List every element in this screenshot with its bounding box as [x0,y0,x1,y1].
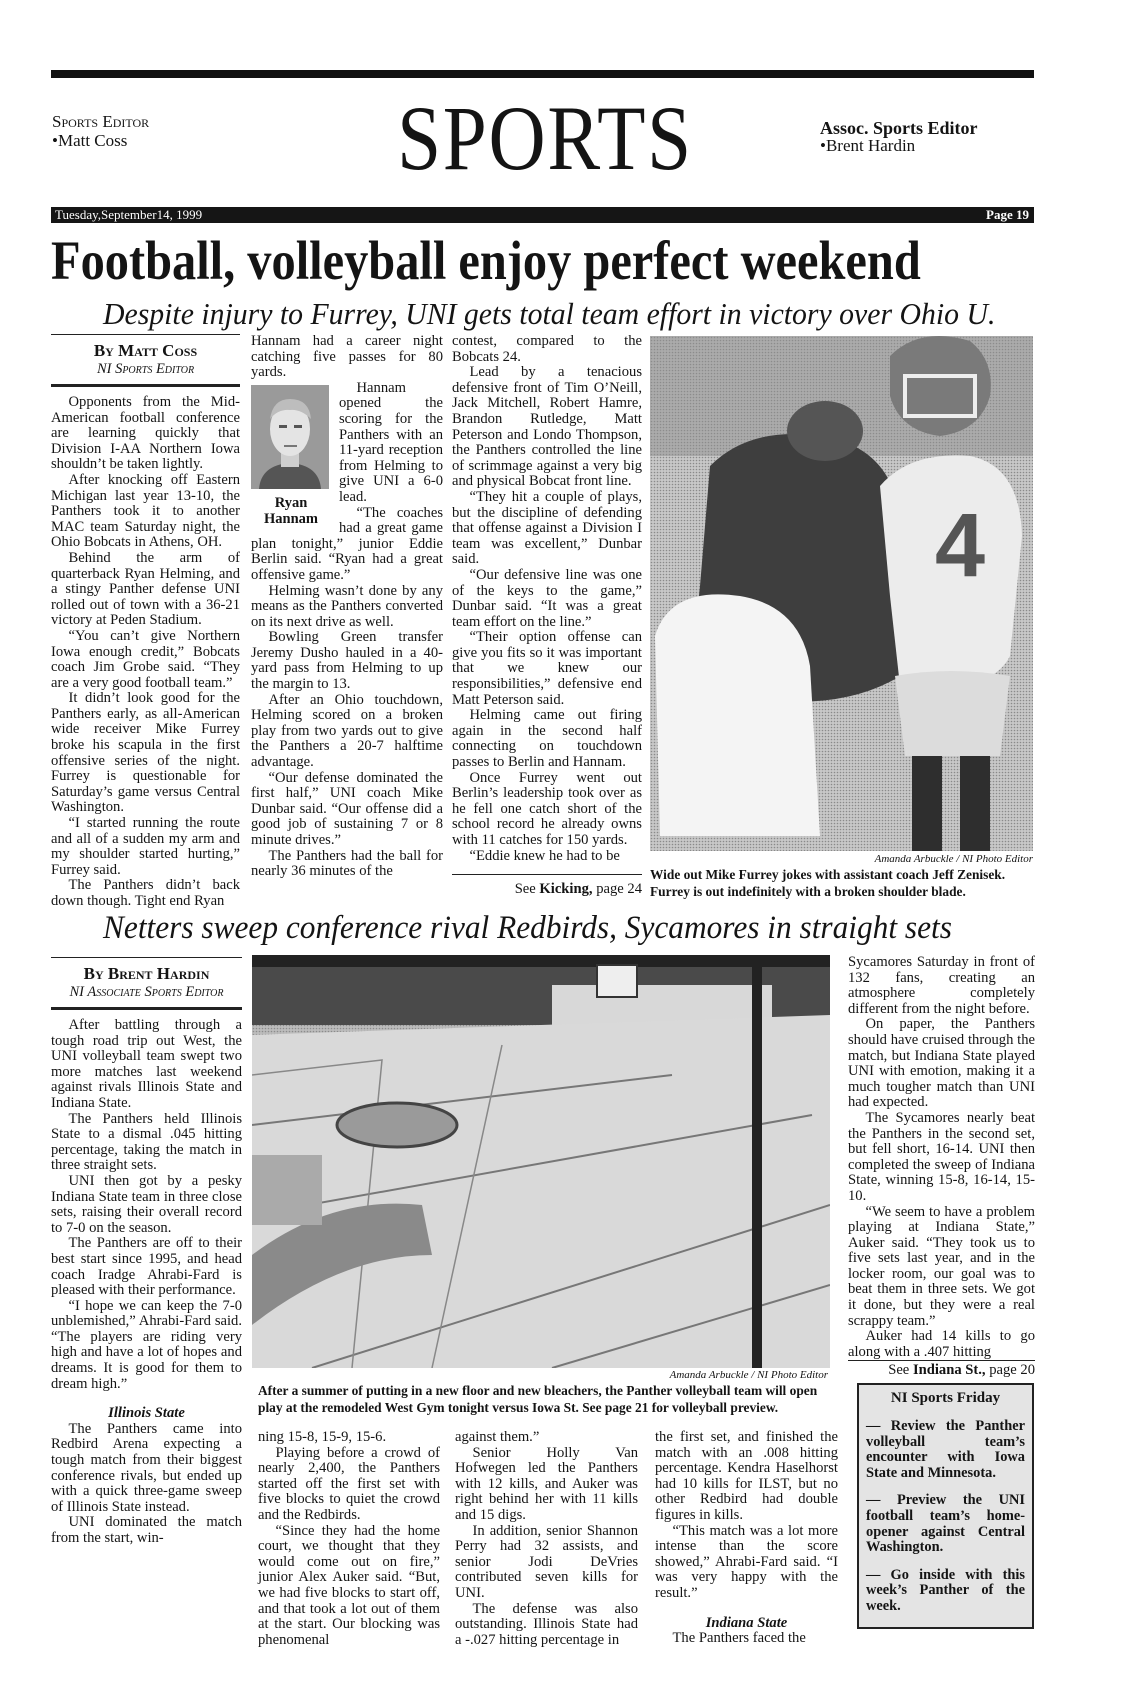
article-paragraph: “Our defense dominated the first half,” UNI coach Mike Dunbar said. “Our offense did a good job of sustaining 7 or 8 minute drives.” [251,769,443,848]
article-paragraph: Playing before a crowd of nearly 2,400, the Panthers started off the first set with five blocks to quiet the crowd and the Redbirds. [258,1444,440,1523]
article-paragraph: “Their option offense can give you fits so it was important that we knew our responsibilities,” defensive end Matt Peterson said. [452,629,642,708]
headshot-photo [251,385,329,489]
article-paragraph: the first set, and finished the match with an .008 hitting percentage. Kendra Haselhorst had 10 kills for ILST, but no other Redbird had double figures in kills. [655,1429,838,1523]
jump-page: page 20 [985,1362,1035,1379]
article-paragraph: “You can’t give Northern Iowa enough credit,” Bobcats coach Jim Grobe said. “They are a very good football team.” [51,627,240,691]
football-photo [650,336,1033,851]
article-paragraph: ning 15-8, 15-9, 15-6. [258,1429,387,1445]
article-paragraph: The Panthers had the ball for nearly 36 minutes of the [251,847,443,880]
article-paragraph: Lead by a tenacious defensive front of Tim O’Neill, Jack Mitchell, Robert Hamre, Brandon Rutledge, Matt Peterson and Londo Thompson, the Panthers controlled the line of scrimmage against a very big and physical Bobcat front line. [452,364,642,490]
sidebar-item: — Review the Panther volleyball team’s encounter with Iowa State and Minnesota. [866,1418,1025,1481]
mugshot-first-name: Ryan [274,494,308,511]
sidebar-item: — Preview the UNI football team’s home-opener against Central Washington. [866,1492,1025,1556]
article-paragraph: Bowling Green transfer Jeremy Dusho hauled in a 40-yard pass from Helming to up the margin to 13. [251,629,443,693]
article-paragraph: It didn’t look good for the Panthers early, as all-American wide receiver Mike Furrey broke his scapula in the first offensive series of the night. Furrey is questionable for Saturday’s game versus Central Washington. [51,690,240,816]
jump-page: page 24 [592,881,642,898]
article-paragraph: In addition, senior Shannon Perry had 32 assists, and senior Jodi DeVries contributed seven kills for UNI. [455,1522,638,1601]
assoc-editor-name: •Brent Hardin [820,136,916,155]
ni-sports-friday-box [857,1383,1034,1628]
article-paragraph: Hannam had a career night catching five passes for 80 yards. [251,333,443,381]
section-subhead: Indiana State [705,1614,788,1631]
article-paragraph: “I started running the route and all of a sudden my arm and my shoulder started hurting,” Furrey said. [51,815,240,878]
volleyball-jump-line[interactable] [848,1361,1035,1379]
article-paragraph: “I hope we can keep the 7-0 unblemished,” Ahrabi-Fard said. “The players are riding very high and have a lot of hopes and dreams. It is good for them to dream high.” [51,1297,242,1392]
jump-story-name: Indiana St., [912,1362,986,1379]
jump-prefix: See [888,1362,913,1379]
date-bar [51,207,1034,223]
article-paragraph: After an Ohio touchdown, Helming scored on a broken play from two yards out to give the Panthers a 20-7 halftime advantage. [251,691,443,771]
assoc-editor-credit [820,120,978,154]
mugshot-ryan-hannam [251,385,331,527]
article-paragraph: “We seem to have a problem playing at Indiana State,” Auker said. “They took us to five sets last year, and in the locker room, our goal was to beat them in three sets. We got it done, but they were a real scrappy team.” [848,1203,1035,1329]
article-paragraph: After battling through a tough road trip out West, the UNI volleyball team swept two more matches last weekend against rivals Illinois State and Indiana State. [51,1017,242,1111]
mugshot-last-name: Hannam [264,510,318,527]
article-paragraph: The Panthers came into Redbird Arena expecting a tough match from their biggest conference rivals, but ended up with a quick three-game sweep of Illinois State instead. [51,1420,242,1515]
jump-story-name: Kicking, [539,881,593,898]
football-subhead: Despite injury to Furrey, UNI gets total team effort in victory over Ohio U. [103,296,996,331]
article-paragraph: The Panthers held Illinois State to a dismal .045 hitting percentage, taking the match in three straight sets. [51,1110,242,1174]
byline-title: NI Sports Editor [96,361,195,377]
article-paragraph: On paper, the Panthers should have cruised through the match, but Indiana State played UNI with emotion, making it a much tougher match than UNI had expected. [848,1016,1035,1111]
article-paragraph: Behind the arm of quarterback Ryan Helming, and a stingy Panther defense UNI rolled out of town with a 36-21 victory at Peden Stadium. [51,549,240,629]
byline-name: By Brent Hardin [83,964,210,983]
top-rule [51,70,1034,78]
football-photo-caption: Wide out Mike Furrey jokes with assistant coach Jeff Zenisek. Furrey is out indefinitely with a broken shoulder blade. [650,867,1006,899]
volleyball-gym-photo [252,955,830,1368]
article-paragraph: The Panthers are off to their best start since 1995, and head coach Iradge Ahrabi-Fard is pleased with their performance. [51,1235,242,1299]
volleyball-photo-credit: Amanda Arbuckle / NI Photo Editor [669,1369,828,1381]
football-photo-credit: Amanda Arbuckle / NI Photo Editor [874,853,1033,865]
article-paragraph: UNI dominated the match from the start, win- [51,1514,242,1546]
article-paragraph: The Sycamores nearly beat the Panthers in the second set, but fell short, 16-14. UNI then completed the sweep of Indiana State, winning 15-8, 16-14, 15-10. [848,1109,1035,1204]
volleyball-headline: Netters sweep conference rival Redbirds, Sycamores in straight sets [103,910,952,946]
sports-editor-label: Sports Editor [52,112,150,131]
sports-editor-credit [52,112,149,150]
football-column-1 [51,334,240,910]
volleyball-column-3 [455,1430,638,1648]
article-paragraph: “Our defensive line was one of the keys to the game,” Dunbar said. “It was a great team effort on the line.” [452,566,642,630]
mugshot-name [251,495,331,527]
article-paragraph: “Eddie knew he had to be [469,847,620,864]
article-paragraph: “They hit a couple of plays, but the discipline of defending that offense against a Division I team was excellent,” Dunbar said. [452,488,642,568]
jersey-number: 4 [935,496,986,596]
article-paragraph: Helming wasn’t done by any means as the Panthers converted on its next drive as well. [251,582,443,630]
section-subhead: Illinois State [108,1405,185,1422]
article-paragraph: Hannam opened the scoring for the Panthers with an 11-yard reception from Helming to give UNI a 6-0 lead. [339,379,443,505]
article-paragraph: The Panthers faced the [672,1630,806,1647]
assoc-editor-label: Assoc. Sports Editor [820,118,978,138]
article-paragraph: Sycamores Saturday in front of 132 fans, creating an atmosphere completely different from the night before. [848,954,1035,1017]
article-paragraph: The defense was also outstanding. Illinois State had a -.027 hitting percentage in [455,1600,638,1648]
article-paragraph: UNI then got by a pesky Indiana State team in three close sets, raising their overall record to 7-0 on the season. [51,1172,242,1236]
article-paragraph: The Panthers didn’t back down though. Tight end Ryan [51,877,240,909]
volleyball-column-5 [848,955,1035,1629]
page-number: Page 19 [986,207,1029,222]
article-paragraph: Helming came out firing again in the second half connecting on touchdown passes to Berlin and Hannam. [452,707,642,771]
column-end-rule [848,955,1035,1361]
issue-date: Tuesday,September14, 1999 [55,207,203,222]
football-column-2 [251,334,443,880]
football-column-3 [452,334,642,898]
page-headline: Football, volleyball enjoy perfect weekend [51,230,921,291]
section-title: SPORTS [397,87,693,189]
article-paragraph: Opponents from the Mid-American football conference are learning quickly that Division I-AA Northern Iowa shouldn’t be taken lightly. [51,394,240,473]
article-paragraph: “This match was a lot more intense than the score showed,” Ahrabi-Fard said. “I was very happy with the result.” [655,1522,838,1601]
volleyball-column-1 [51,957,242,1547]
volleyball-byline [51,957,242,1010]
volleyball-photo-caption: After a summer of putting in a new floor and new bleachers, the Panther volleyball team will open play at the remodeled West Gym tonight versus Iowa St. See page 21 for volleyball preview. [258,1383,818,1415]
article-paragraph: “The coaches had a great game plan tonight,” junior Eddie Berlin said. “Ryan had a great offensive game.” [251,504,443,583]
article-paragraph: “Since they had the home court, we thought that they would come out on fire,” junior Alex Auker said. “But, we had five blocks to start off, and that took a lot out of them at the start. Our blocking was phenomenal [258,1522,440,1648]
article-paragraph: contest, compared to the Bobcats 24. [452,333,642,365]
article-paragraph: Auker had 14 kills to go along with a .407 hitting [848,1328,1035,1360]
sidebar-title: NI Sports Friday [890,1390,1001,1407]
article-paragraph: After knocking off Eastern Michigan last year 13-10, the Panthers took it to another MAC team Saturday night, the Ohio Bobcats in Athens, OH. [51,471,240,551]
article-paragraph: against them.” [455,1429,540,1445]
article-paragraph: Senior Holly Van Hofwegen led the Panthers with 12 kills, and Auker was right behind her with 11 kills and 15 digs. [455,1444,638,1523]
football-jump-line[interactable] [452,874,642,898]
sports-editor-name: •Matt Coss [52,131,128,150]
volleyball-column-2 [258,1430,440,1648]
jump-prefix: See [514,881,540,898]
sidebar-item: — Go inside with this week’s Panther of the week. [866,1566,1025,1614]
volleyball-column-4 [655,1430,838,1647]
football-byline [51,334,240,387]
byline-title: NI Associate Sports Editor [69,984,224,1000]
article-paragraph: Once Furrey went out Berlin’s leadership took over as he fell one catch short of the school record he already owns with 11 catches for 150 yards. [452,769,642,848]
byline-name: By Matt Coss [93,341,198,360]
